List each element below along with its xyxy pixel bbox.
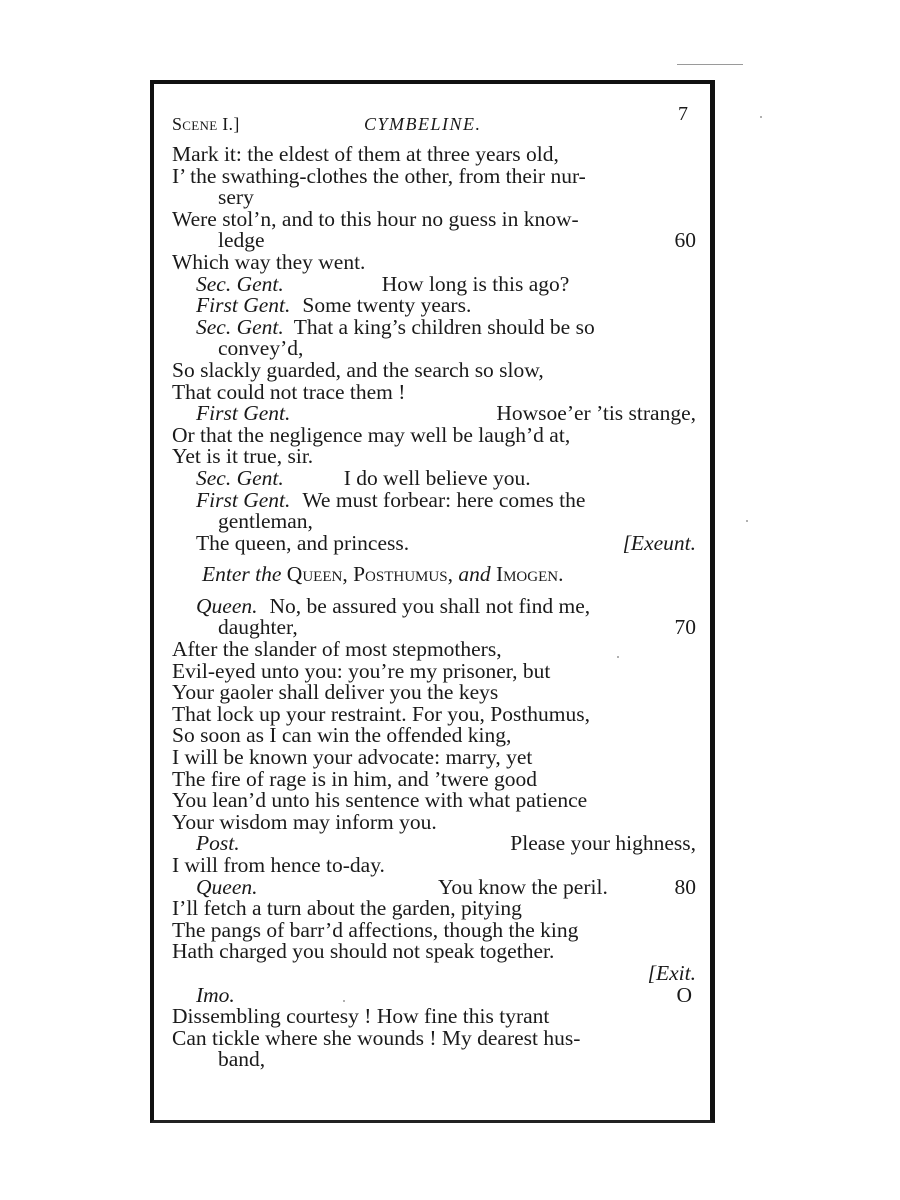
speech-line: Queen. No, be assured you shall not find me, xyxy=(196,593,591,618)
verse-line: Your wisdom may inform you. xyxy=(172,809,437,834)
line-number: 80 xyxy=(674,874,696,899)
speaker-name: Sec. Gent. xyxy=(196,271,284,296)
speaker-name: First Gent. xyxy=(196,293,291,318)
stage-direction-line xyxy=(172,960,696,985)
verse-line: Can tickle where she wounds ! My dearest hus- xyxy=(172,1025,581,1050)
verse-line: Were stol’n, and to this hour no guess in know- xyxy=(172,206,579,231)
speaker-name: Sec. Gent. xyxy=(196,465,284,490)
verse-line: Your gaoler shall deliver you the keys xyxy=(172,680,499,705)
speech-line: Sec. Gent. That a king’s children should be so xyxy=(196,314,595,339)
running-header xyxy=(172,104,696,144)
stage-direction-entrance: Enter the Queen, Posthumus, and Imogen. xyxy=(202,562,564,587)
verse-line: Evil-eyed unto you: you’re my prisoner, but xyxy=(172,658,551,683)
page-content xyxy=(172,104,696,1071)
scene-label: Scene I.] xyxy=(172,114,240,134)
verse-line: You lean’d unto his sentence with what patience xyxy=(172,788,588,813)
verse-line: That lock up your restraint. For you, Posthumus, xyxy=(172,701,591,726)
verse-line: Hath charged you should not speak together. xyxy=(172,939,555,964)
verse-line: Yet is it true, sir. xyxy=(172,444,314,469)
verse-line: Dissembling courtesy ! How fine this tyrant xyxy=(172,1004,550,1029)
speaker-name: Queen. xyxy=(196,593,258,618)
verse-line: The queen, and princess. [Exeunt. xyxy=(196,530,696,555)
speaker-name: First Gent. xyxy=(196,487,291,512)
verse-line: The pangs of barr’d affections, though the king xyxy=(172,917,579,942)
verse-line-continuation: sery xyxy=(218,185,254,210)
play-title: CYMBELINE. xyxy=(364,114,482,134)
top-rule xyxy=(677,64,743,65)
speaker-name: Imo. xyxy=(196,982,235,1007)
verse-line-continuation: gentleman, xyxy=(218,509,313,534)
verse-line: So slackly guarded, and the search so slow, xyxy=(172,357,544,382)
verse-line: I will be known your advocate: marry, yet xyxy=(172,745,533,770)
speech-line: Post. Please your highness, xyxy=(196,831,696,856)
verse-line: So soon as I can win the offended king, xyxy=(172,723,512,748)
speech-line: First Gent. Howsoe’er ’tis strange, xyxy=(196,401,696,426)
verse-line-continuation: band, xyxy=(218,1047,266,1072)
speck xyxy=(760,116,762,118)
speck xyxy=(746,520,748,522)
page-number: 7 xyxy=(678,103,688,125)
speaker-name: Post. xyxy=(196,831,240,856)
verse-line-continuation: convey’d, xyxy=(218,336,304,361)
verse-line: Mark it: the eldest of them at three years old, xyxy=(172,142,559,166)
speaker-name: Queen. xyxy=(196,874,258,899)
verse-line-continuation: ledge 60 xyxy=(218,228,696,253)
speech-line: Sec. Gent. How long is this ago? xyxy=(196,271,570,296)
speech-line: First Gent. We must forbear: here comes the xyxy=(196,487,586,512)
verse-line: I will from hence to-day. xyxy=(172,853,385,877)
speech-line: Sec. Gent. I do well believe you. xyxy=(196,465,531,490)
verse-line: After the slander of most stepmothers, xyxy=(172,637,502,662)
verse-line: I’ the swathing-clothes the other, from their nur- xyxy=(172,163,586,188)
verse-line: Or that the negligence may well be laugh’d at, xyxy=(172,422,571,447)
verse-line-continuation: daughter, 70 xyxy=(218,615,696,640)
speech-line: Queen. You know the peril. 80 xyxy=(196,874,696,899)
speech-line: Imo. O xyxy=(196,982,692,1007)
stage-direction: [Exit. xyxy=(647,960,696,985)
line-number: 60 xyxy=(674,228,696,253)
verse-line: Which way they went. xyxy=(172,249,366,274)
speaker-name: First Gent. xyxy=(196,401,291,426)
verse-line: That could not trace them ! xyxy=(172,379,406,404)
verse-line: The fire of rage is in him, and ’twere good xyxy=(172,766,537,791)
speech-line: First Gent. Some twenty years. xyxy=(196,293,472,318)
line-number: 70 xyxy=(674,615,696,640)
speaker-name: Sec. Gent. xyxy=(196,314,284,339)
stage-direction: [Exeunt. xyxy=(622,530,696,555)
verse-line: I’ll fetch a turn about the garden, pitying xyxy=(172,896,522,921)
